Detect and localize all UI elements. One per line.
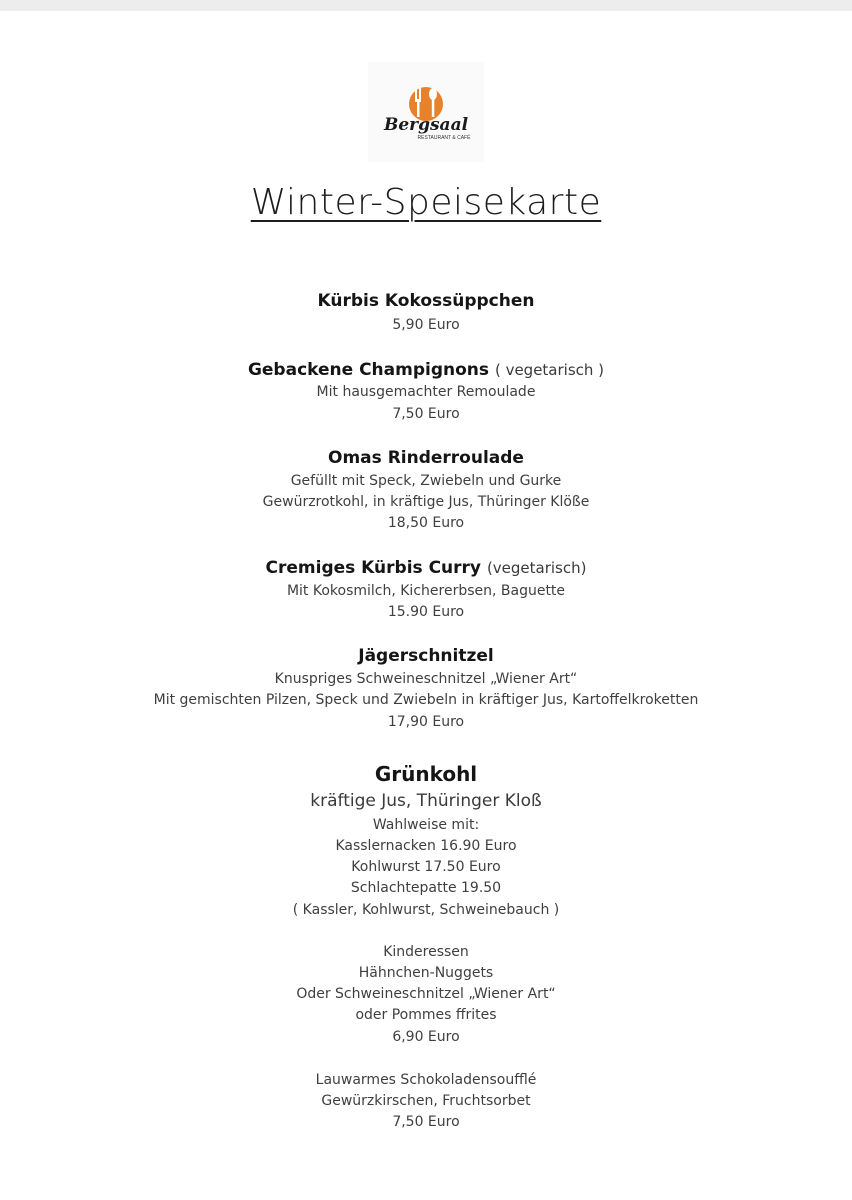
dish-description: Oder Schweineschnitzel „Wiener Art“: [296, 986, 556, 1002]
dish-note: (vegetarisch): [486, 559, 587, 577]
dish-description: Mit hausgemachter Remoulade: [316, 384, 536, 400]
fork-spoon-icon: [368, 62, 484, 162]
dish-description: kräftige Jus, Thüringer Kloß: [310, 791, 542, 811]
dish-price: 17,90 Euro: [387, 714, 465, 730]
dish-name: Omas Rinderroulade: [328, 448, 524, 468]
dish-description: Wahlweise mit:: [372, 817, 480, 833]
dish-description: Lauwarmes Schokoladensoufflé: [315, 1072, 537, 1088]
dish-description: Kinderessen: [383, 944, 469, 960]
dish-option: Kasslernacken 16.90 Euro: [335, 838, 517, 854]
dish-description: Knuspriges Schweineschnitzel „Wiener Art“: [274, 671, 578, 687]
dish-description: Gewürzrotkohl, in kräftige Jus, Thüringer Klöße: [262, 494, 590, 510]
dish-note: ( vegetarisch ): [494, 361, 605, 379]
dish-name: Jägerschnitzel: [358, 646, 494, 666]
dish-price: 15.90 Euro: [387, 604, 465, 620]
dish-description: Hähnchen-Nuggets: [358, 965, 494, 981]
dish-name: Gebackene Champignons ( vegetarisch ): [247, 360, 605, 380]
restaurant-logo: [368, 62, 484, 162]
dish-option: Kohlwurst 17.50 Euro: [351, 859, 501, 875]
dish-description: Mit Kokosmilch, Kichererbsen, Baguette: [286, 583, 566, 599]
dish-name: Grünkohl: [374, 762, 478, 786]
dish-description: ( Kassler, Kohlwurst, Schweinebauch ): [292, 902, 560, 918]
dish-description: oder Pommes ffrites: [355, 1007, 497, 1023]
logo-tagline: RESTAURANT & CAFÉ: [417, 135, 471, 141]
dish-price: 7,50 Euro: [392, 406, 460, 422]
dish-description: Gewürzkirschen, Fruchtsorbet: [321, 1093, 531, 1109]
dish-option: Schlachtepatte 19.50: [350, 880, 502, 896]
dish-name: Cremiges Kürbis Curry (vegetarisch): [265, 558, 587, 578]
dish-name: Kürbis Kokossüppchen: [317, 291, 535, 311]
dish-price: 18,50 Euro: [387, 515, 465, 531]
top-strip: [0, 0, 852, 11]
dish-description: Mit gemischten Pilzen, Speck und Zwiebeln in kräftiger Jus, Kartoffelkroketten: [153, 692, 699, 708]
dish-price: 6,90 Euro: [392, 1029, 460, 1045]
logo-name: Bergsaal: [383, 115, 469, 135]
menu-title: [0, 182, 852, 223]
dish-price: 7,50 Euro: [392, 1114, 460, 1130]
menu-title-text: Winter-Speisekarte: [250, 182, 602, 223]
dish-price: 5,90 Euro: [392, 317, 460, 333]
dish-description: Gefüllt mit Speck, Zwiebeln und Gurke: [290, 473, 562, 489]
